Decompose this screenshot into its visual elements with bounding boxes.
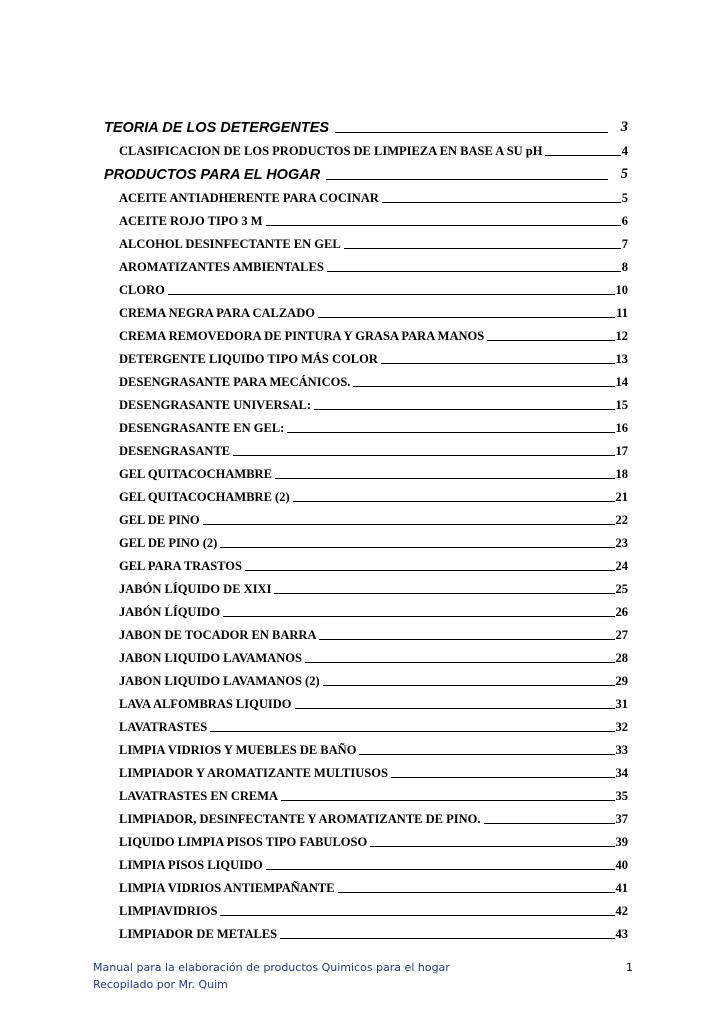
toc-entry[interactable] <box>104 643 628 666</box>
toc-section-entry[interactable] <box>104 159 628 183</box>
toc-entry[interactable] <box>104 136 628 159</box>
toc-page-number: 28 <box>615 651 628 665</box>
toc-entry-title: GEL PARA TRASTOS <box>119 559 242 573</box>
toc-leader-line <box>338 892 615 893</box>
toc-entry-title: PRODUCTOS PARA EL HOGAR <box>104 167 321 183</box>
toc-page-number: 16 <box>615 421 628 435</box>
toc-entry-title: DESENGRASANTE PARA MECÁNICOS. <box>119 375 351 389</box>
toc-leader-line <box>359 754 614 755</box>
footer-title: Manual para la elaboración de productos Quimicos para el hogar <box>93 961 450 974</box>
toc-entry[interactable] <box>104 666 628 689</box>
toc-entry[interactable] <box>104 528 628 551</box>
toc-page-number: 40 <box>615 858 628 872</box>
toc-page-number: 26 <box>615 605 628 619</box>
toc-leader-line <box>318 317 615 318</box>
toc-entry-title: CREMA REMOVEDORA DE PINTURA Y GRASA PARA MANOS <box>119 329 485 343</box>
toc-entry-title: GEL DE PINO <box>119 513 200 527</box>
footer-page-number: 1 <box>626 961 633 974</box>
toc-leader-line <box>344 248 621 249</box>
toc-page-number: 27 <box>615 628 628 642</box>
toc-entry[interactable] <box>104 781 628 804</box>
toc-page-number: 39 <box>615 835 628 849</box>
toc-page-number: 14 <box>615 375 628 389</box>
toc-leader-line <box>381 363 615 364</box>
toc-entry-title: GEL QUITACOCHAMBRE (2) <box>119 490 290 504</box>
toc-entry[interactable] <box>104 505 628 528</box>
toc-page-number: 22 <box>615 513 628 527</box>
toc-entry[interactable] <box>104 298 628 321</box>
toc-page-number: 6 <box>621 214 628 228</box>
toc-leader-line <box>203 524 615 525</box>
toc-entry-title: DETERGENTE LIQUIDO TIPO MÁS COLOR <box>119 352 378 366</box>
toc-leader-line <box>319 639 614 640</box>
toc-entry-title: LIMPIADOR DE METALES <box>119 927 278 941</box>
toc-leader-line <box>484 823 615 824</box>
toc-entry-title: DESENGRASANTE <box>119 444 231 458</box>
toc-entry-title: LAVA ALFOMBRAS LIQUIDO <box>119 697 292 711</box>
toc-entry[interactable] <box>104 597 628 620</box>
toc-entry-title: JABON LIQUIDO LAVAMANOS (2) <box>119 674 320 688</box>
toc-page-number: 12 <box>615 329 628 343</box>
toc-page-number: 18 <box>615 467 628 481</box>
toc-leader-line <box>293 501 615 502</box>
toc-entry-title: ALCOHOL DESINFECTANTE EN GEL <box>119 237 341 251</box>
toc-entry-title: LAVATRASTES <box>119 720 208 734</box>
toc-entry-title: JABÓN LÍQUIDO DE XIXI <box>119 582 272 596</box>
toc-entry-title: CREMA NEGRA PARA CALZADO <box>119 306 315 320</box>
toc-page-number: 5 <box>621 191 628 205</box>
toc-page-number: 5 <box>620 166 628 182</box>
toc-entry-title: GEL QUITACOCHAMBRE <box>119 467 272 481</box>
toc-entry[interactable] <box>104 252 628 275</box>
toc-entry-title: JABON DE TOCADOR EN BARRA <box>119 628 317 642</box>
toc-page-number: 24 <box>615 559 628 573</box>
toc-entry-title: AROMATIZANTES AMBIENTALES <box>119 260 324 274</box>
toc-leader-line <box>326 179 608 180</box>
toc-leader-line <box>280 938 614 939</box>
toc-entry-title: LIMPIAVIDRIOS <box>119 904 218 918</box>
toc-entry-title: LIMPIA PISOS LIQUIDO <box>119 858 263 872</box>
footer-author: Recopilado por Mr. Quim <box>93 978 228 991</box>
toc-entry[interactable] <box>104 574 628 597</box>
toc-page-number: 29 <box>615 674 628 688</box>
toc-entry-title: CLORO <box>119 283 165 297</box>
toc-entry[interactable] <box>104 482 628 505</box>
toc-page-number: 8 <box>621 260 628 274</box>
toc-page-number: 25 <box>615 582 628 596</box>
toc-page-number: 31 <box>615 697 628 711</box>
toc-leader-line <box>287 432 614 433</box>
toc-entry[interactable] <box>104 620 628 643</box>
toc-page-number: 23 <box>615 536 628 550</box>
toc-page-number: 43 <box>615 927 628 941</box>
toc-entry-title: LIQUIDO LIMPIA PISOS TIPO FABULOSO <box>119 835 368 849</box>
toc-entry-title: DESENGRASANTE EN GEL: <box>119 421 285 435</box>
toc-page-number: 3 <box>620 119 628 135</box>
toc-entry[interactable] <box>104 919 628 942</box>
table-of-contents <box>104 112 628 942</box>
toc-leader-line <box>370 846 614 847</box>
toc-page-number: 17 <box>615 444 628 458</box>
toc-entry[interactable] <box>104 551 628 574</box>
toc-entry[interactable] <box>104 344 628 367</box>
toc-leader-line <box>295 708 615 709</box>
toc-entry-title: TEORIA DE LOS DETERGENTES <box>104 120 330 136</box>
toc-page-number: 35 <box>615 789 628 803</box>
toc-page-number: 37 <box>615 812 628 826</box>
toc-leader-line <box>391 777 615 778</box>
toc-entry[interactable] <box>104 321 628 344</box>
toc-leader-line <box>281 800 614 801</box>
toc-entry-title: LIMPIA VIDRIOS ANTIEMPAÑANTE <box>119 881 335 895</box>
toc-page-number: 13 <box>615 352 628 366</box>
toc-entry[interactable] <box>104 436 628 459</box>
toc-entry-title: LIMPIADOR Y AROMATIZANTE MULTIUSOS <box>119 766 388 780</box>
toc-entry-title: DESENGRASANTE UNIVERSAL: <box>119 398 312 412</box>
toc-leader-line <box>545 155 620 156</box>
toc-entry-title: GEL DE PINO (2) <box>119 536 218 550</box>
toc-entry[interactable] <box>104 229 628 252</box>
toc-entry[interactable] <box>104 758 628 781</box>
toc-entry[interactable] <box>104 183 628 206</box>
toc-leader-line <box>245 570 615 571</box>
toc-leader-line <box>220 915 614 916</box>
toc-leader-line <box>314 409 614 410</box>
toc-entry[interactable] <box>104 804 628 827</box>
toc-entry[interactable] <box>104 712 628 735</box>
toc-entry[interactable] <box>104 735 628 758</box>
toc-entry-title: ACEITE ANTIADHERENTE PARA COCINAR <box>119 191 379 205</box>
toc-page-number: 7 <box>621 237 628 251</box>
toc-entry[interactable] <box>104 390 628 413</box>
toc-leader-line <box>305 662 615 663</box>
toc-leader-line <box>335 132 608 133</box>
toc-page-number: 10 <box>615 283 628 297</box>
toc-entry[interactable] <box>104 850 628 873</box>
toc-page-number: 32 <box>615 720 628 734</box>
toc-leader-line <box>327 271 621 272</box>
toc-entry-title: LIMPIADOR, DESINFECTANTE Y AROMATIZANTE DE PINO. <box>119 812 481 826</box>
toc-entry-title: CLASIFICACION DE LOS PRODUCTOS DE LIMPIEZA EN BASE A SU pH <box>119 144 543 158</box>
toc-leader-line <box>266 225 621 226</box>
toc-entry[interactable] <box>104 896 628 919</box>
toc-leader-line <box>220 547 614 548</box>
toc-entry[interactable] <box>104 206 628 229</box>
toc-entry-title: LAVATRASTES EN CREMA <box>119 789 279 803</box>
toc-leader-line <box>487 340 614 341</box>
toc-page-number: 33 <box>615 743 628 757</box>
toc-leader-line <box>233 455 614 456</box>
toc-page-number: 15 <box>615 398 628 412</box>
toc-page-number: 41 <box>615 881 628 895</box>
toc-leader-line <box>223 616 614 617</box>
toc-page-number: 42 <box>615 904 628 918</box>
toc-leader-line <box>210 731 614 732</box>
toc-entry[interactable] <box>104 459 628 482</box>
toc-page-number: 4 <box>621 144 628 158</box>
toc-leader-line <box>275 478 615 479</box>
page-footer <box>93 959 633 993</box>
toc-entry-title: JABÓN LÍQUIDO <box>119 605 221 619</box>
toc-entry-title: JABON LIQUIDO LAVAMANOS <box>119 651 302 665</box>
toc-entry[interactable] <box>104 367 628 390</box>
toc-leader-line <box>353 386 614 387</box>
toc-entry[interactable] <box>104 413 628 436</box>
toc-entry[interactable] <box>104 873 628 896</box>
toc-leader-line <box>168 294 615 295</box>
toc-leader-line <box>323 685 615 686</box>
toc-entry-title: LIMPIA VIDRIOS Y MUEBLES DE BAÑO <box>119 743 357 757</box>
toc-entry[interactable] <box>104 275 628 298</box>
toc-entry[interactable] <box>104 689 628 712</box>
toc-leader-line <box>382 202 621 203</box>
toc-page-number: 21 <box>615 490 628 504</box>
toc-page-number: 34 <box>615 766 628 780</box>
toc-section-entry[interactable] <box>104 112 628 136</box>
toc-entry-title: ACEITE ROJO TIPO 3 M <box>119 214 263 228</box>
toc-page-number: 11 <box>616 306 628 320</box>
toc-entry[interactable] <box>104 827 628 850</box>
toc-leader-line <box>266 869 615 870</box>
toc-leader-line <box>274 593 614 594</box>
